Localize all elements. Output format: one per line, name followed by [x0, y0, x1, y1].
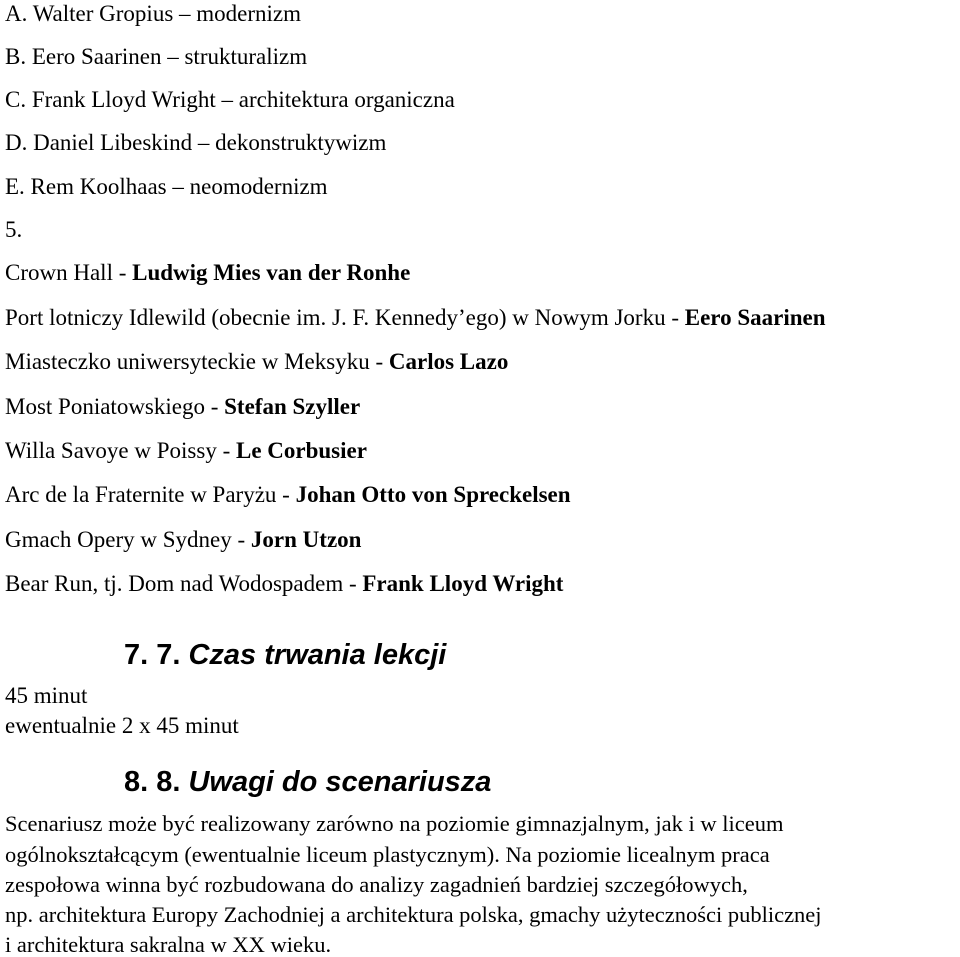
- answer-d: D. Daniel Libeskind – dekonstruktywizm: [5, 130, 387, 155]
- architect-name: Jorn Utzon: [250, 527, 362, 552]
- work-name: Bear Run, tj. Dom nad Wodospadem -: [5, 571, 363, 596]
- work-item: [5, 572, 563, 595]
- work-name: Most Poniatowskiego -: [5, 394, 225, 419]
- architect-name: Le Corbusier: [235, 438, 367, 463]
- section-8-title: Uwagi do scenariusza: [188, 766, 492, 798]
- paragraph-line: zespołowa winna być rozbudowana do analizy zagadnień bardziej szczegółowych,: [5, 872, 748, 897]
- work-item: [5, 483, 571, 506]
- answer-c: C. Frank Lloyd Wright – architektura organiczna: [5, 87, 455, 112]
- work-item: [5, 439, 367, 462]
- paragraph-line: np. architektura Europy Zachodniej a architektura polska, gmachy użyteczności publicznej: [5, 902, 822, 927]
- section-8-number: 8. 8.: [124, 766, 181, 798]
- section-7-number: 7. 7.: [124, 639, 181, 671]
- work-name: Gmach Opery w Sydney -: [5, 527, 251, 552]
- paragraph-line: Scenariusz może być realizowany zarówno na poziomie gimnazjalnym, jak i w liceum: [5, 811, 784, 836]
- work-name: Crown Hall -: [5, 260, 133, 285]
- architect-name: Ludwig Mies van der Ronhe: [132, 260, 411, 285]
- work-name: Port lotniczy Idlewild (obecnie im. J. F. Kennedy’ego) w Nowym Jorku -: [5, 305, 685, 330]
- architect-name: Eero Saarinen: [684, 305, 826, 330]
- paragraph-line: ogólnokształcącym (ewentualnie liceum plastycznym). Na poziomie licealnym praca: [5, 842, 770, 867]
- answer-e: E. Rem Koolhaas – neomodernizm: [5, 174, 328, 199]
- work-item: [5, 528, 361, 551]
- section-8-heading: [124, 768, 491, 797]
- work-item: [5, 306, 826, 329]
- section-7-heading: [124, 641, 446, 670]
- work-item: [5, 350, 508, 373]
- answer-a: A. Walter Gropius – modernizm: [5, 1, 302, 26]
- architect-name: Stefan Szyller: [224, 394, 361, 419]
- lesson-duration-alt: ewentualnie 2 x 45 minut: [5, 713, 239, 738]
- work-name: Miasteczko uniwersyteckie w Meksyku -: [5, 349, 389, 374]
- work-item: [5, 261, 410, 284]
- answer-b: B. Eero Saarinen – strukturalizm: [5, 44, 308, 69]
- architect-name: Johan Otto von Spreckelsen: [295, 482, 571, 507]
- architect-name: Carlos Lazo: [388, 349, 509, 374]
- work-item: [5, 395, 360, 418]
- work-name: Arc de la Fraternite w Paryżu -: [5, 482, 296, 507]
- section-5-number: 5.: [5, 217, 23, 242]
- work-name: Willa Savoye w Poissy -: [5, 438, 236, 463]
- paragraph-line: i architektura sakralna w XX wieku.: [5, 932, 332, 957]
- architect-name: Frank Lloyd Wright: [362, 571, 564, 596]
- lesson-duration: 45 minut: [5, 683, 88, 708]
- section-7-title: Czas trwania lekcji: [188, 639, 447, 671]
